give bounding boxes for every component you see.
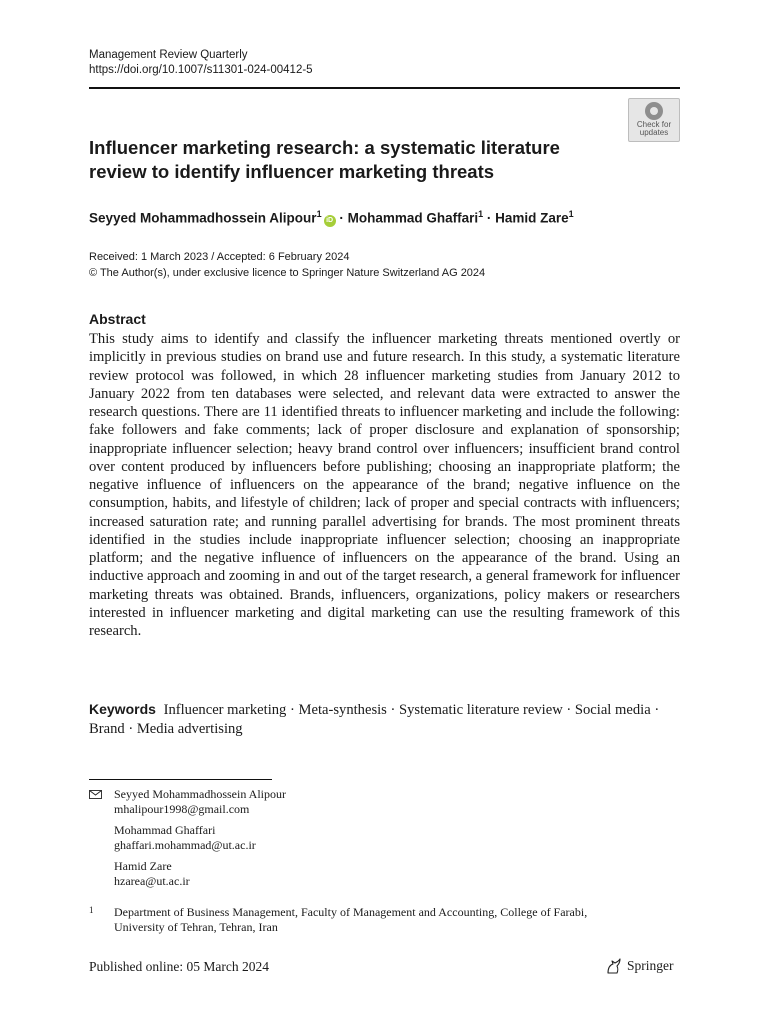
author-separator: · [483,210,496,226]
title-line-2: review to identify influencer marketing threats [89,161,495,182]
check-updates-line1: Check for [636,120,672,129]
author-separator: · [335,210,348,226]
author-affiliation-mark: 1 [568,209,574,219]
received-accepted: Received: 1 March 2023 / Accepted: 6 February 2024 [89,251,350,263]
publisher-logo [605,958,674,974]
footnote-rule [89,779,272,780]
contact-email[interactable]: mhalipour1998@gmail.com [114,802,250,816]
author-affiliation-mark: 1 [316,209,322,219]
envelope-icon [89,790,102,799]
contact-entry [114,823,680,853]
abstract-text: This study aims to identify and classify the influencer marketing threats mentioned overtly or implicitly in previous studies on brand use and future research. In this study, a systematic literature review protocol was followed, in which 28 influencer marketing studies from January 2012 to January 2022 from ten databases were selected, and relevant data were extracted to answer the research questions. There are 11 identified threats to influencer marketing and include the following: fake followers and fake comments; lack of proper disclosure and explanation of sponsorship; inappropriate influencer selection; heavy brand control over influencers; insufficient brand control over content produced by influencers before publishing; choosing an inappropriate platform; the negative influence of influencers on the appearance of the brand; negative influence on the consumption, habits, and lifestyle of children; lack of proper and special contracts with influencers; increased saturation rate; and running parallel advertising for brands. The most prominent threats identified in the studies include inappropriate influencer selection; choosing an inappropriate platform; and the negative influence of influencers on the appearance of the brand. Using an inductive approach and zooming in and out of the target research, a general framework for influencer marketing threats was obtained. Brands, influencers, organizations, policy makers or researchers interested in influencer marketing and digital marketing can use the resulting framework of this research. [89,331,680,639]
contact-entry [114,787,680,817]
check-for-updates-icon[interactable] [628,98,680,142]
keywords-label: Keywords [89,701,156,717]
contact-entry [114,859,680,889]
check-updates-line2: updates [639,128,669,137]
contact-name: Seyyed Mohammadhossein Alipour [114,787,286,801]
springer-horse-icon [605,958,623,974]
author-name: Seyyed Mohammadhossein Alipour [89,210,317,226]
affiliation-number: 1 [89,905,94,915]
check-updates-circle [645,102,663,120]
title-line-1: Influencer marketing research: a systematic literature [89,137,560,158]
abstract-heading: Abstract [89,311,146,327]
published-online-date: Published online: 05 March 2024 [89,959,269,974]
keywords-text: Influencer marketing · Meta-synthesis · Systematic literature review · Social media · Brand · Media advertising [89,702,660,737]
doi-link[interactable]: https://doi.org/10.1007/s11301-024-00412-5 [89,64,313,76]
author-affiliation-mark: 1 [478,209,484,219]
author-name: Mohammad Ghaffari [347,210,479,226]
contact-email[interactable]: hzarea@ut.ac.ir [114,874,190,888]
orcid-icon[interactable]: iD [324,215,336,227]
corresponding-contacts [89,787,680,895]
journal-name: Management Review Quarterly [89,49,248,61]
author-name: Hamid Zare [495,210,569,226]
affiliation-footnote [89,905,680,935]
keywords-block [89,700,680,739]
copyright-notice: © The Author(s), under exclusive licence to Springer Nature Switzerland AG 2024 [89,267,486,279]
journal-header [89,48,313,78]
author-list [89,209,574,227]
contact-name: Hamid Zare [114,859,172,873]
contact-email[interactable]: ghaffari.mohammad@ut.ac.ir [114,838,256,852]
publication-dates [89,249,485,281]
affiliation-text: Department of Business Management, Faculty of Management and Accounting, College of Farabi, University of Tehran, Tehran, Iran [114,905,588,934]
paper-title [89,136,609,184]
header-rule [89,87,680,89]
contact-name: Mohammad Ghaffari [114,823,216,837]
publisher-name: Springer [627,958,674,973]
